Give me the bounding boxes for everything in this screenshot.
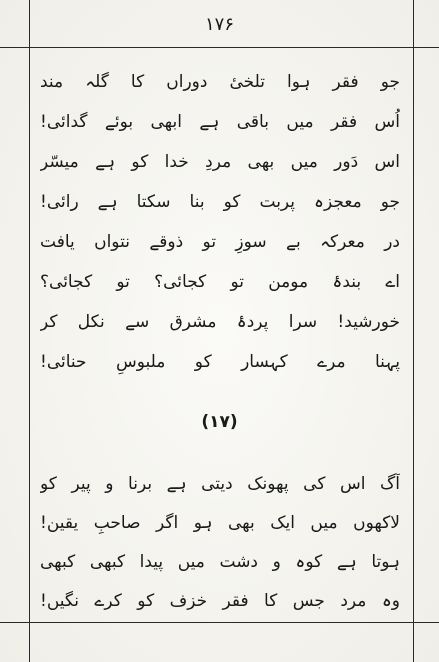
verse-line: لاکھوں میں ایک بھی ہو اگر صاحبِ یقین! (40, 513, 400, 533)
left-margin-rule (29, 0, 30, 662)
verse-line: ہوتا ہے کوہ و دشت میں پیدا کبھی کبھی (40, 552, 400, 572)
poem-second (40, 465, 400, 621)
section-number: (۱۷) (201, 412, 238, 432)
poem-first (40, 62, 400, 382)
verse-line: خورشید! سرا پردۂ مشرق سے نکل کر (40, 312, 400, 332)
page-number: ۱۷۶ (204, 14, 234, 35)
verse-line: اس دَور میں بھی مردِ خدا کو ہے میسّر (40, 152, 400, 172)
verse-line: جو فقر ہوا تلخیٔ دوراں کا گلہ مند (40, 72, 400, 92)
right-margin-rule (413, 0, 414, 662)
bottom-margin-rule (0, 622, 439, 623)
verse-line: پہنا مرے کہسار کو ملبوسِ حنائی! (40, 352, 400, 372)
verse-line: اے بندۂ مومن تو کجائی؟ تو کجائی؟ (40, 272, 400, 292)
verse-line: وہ مرد جس کا فقر خزف کو کرے نگیں! (40, 591, 400, 611)
top-margin-rule (0, 47, 439, 48)
verse-line: آگ اس کی پھونک دیتی ہے برنا و پیر کو (40, 474, 400, 494)
verse-line: جو معجزہ پربت کو بنا سکتا ہے رائی! (40, 192, 400, 212)
verse-line: اُس فقر میں باقی ہے ابھی بوئے گدائی! (40, 112, 400, 132)
verse-line: در معرکہ بے سوزِ تو ذوقے نتواں یافت (40, 232, 400, 252)
